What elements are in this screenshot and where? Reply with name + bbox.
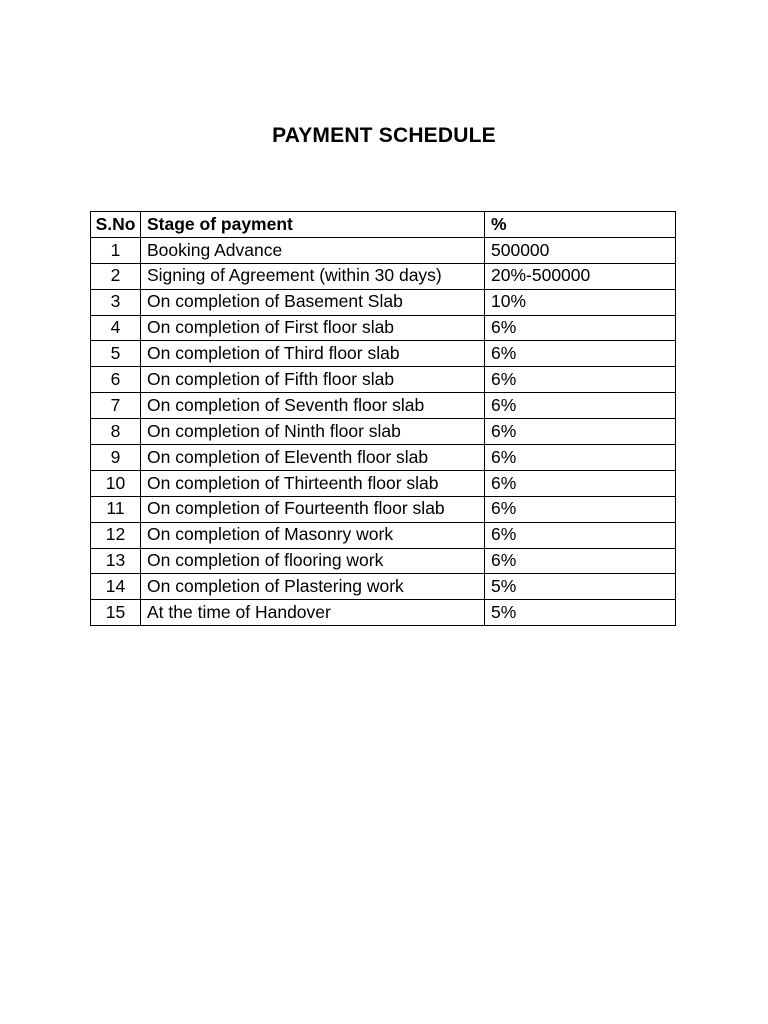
cell-percent: 10% <box>485 289 676 315</box>
header-percent: % <box>485 212 676 238</box>
cell-stage: On completion of Thirteenth floor slab <box>141 470 485 496</box>
table-row <box>91 496 676 522</box>
cell-sno: 10 <box>91 470 141 496</box>
cell-stage: On completion of Basement Slab <box>141 289 485 315</box>
cell-percent: 5% <box>485 574 676 600</box>
table-row <box>91 341 676 367</box>
table-row <box>91 600 676 626</box>
cell-percent: 6% <box>485 315 676 341</box>
cell-stage: On completion of Fourteenth floor slab <box>141 496 485 522</box>
cell-percent: 6% <box>485 522 676 548</box>
cell-sno: 12 <box>91 522 141 548</box>
table-row <box>91 393 676 419</box>
cell-sno: 11 <box>91 496 141 522</box>
header-sno: S.No <box>91 212 141 238</box>
cell-sno: 1 <box>91 237 141 263</box>
table-row <box>91 419 676 445</box>
cell-percent: 6% <box>485 393 676 419</box>
table-row <box>91 445 676 471</box>
table-row <box>91 263 676 289</box>
cell-sno: 14 <box>91 574 141 600</box>
cell-sno: 15 <box>91 600 141 626</box>
header-stage: Stage of payment <box>141 212 485 238</box>
table-row <box>91 237 676 263</box>
cell-sno: 2 <box>91 263 141 289</box>
cell-percent: 6% <box>485 470 676 496</box>
payment-schedule-table <box>90 211 676 626</box>
table-row <box>91 470 676 496</box>
cell-percent: 6% <box>485 367 676 393</box>
cell-stage: Booking Advance <box>141 237 485 263</box>
cell-stage: On completion of Plastering work <box>141 574 485 600</box>
cell-percent: 6% <box>485 419 676 445</box>
cell-sno: 4 <box>91 315 141 341</box>
cell-percent: 6% <box>485 548 676 574</box>
cell-stage: On completion of Third floor slab <box>141 341 485 367</box>
cell-stage: On completion of Ninth floor slab <box>141 419 485 445</box>
cell-percent: 6% <box>485 445 676 471</box>
table-row <box>91 315 676 341</box>
cell-stage: On completion of First floor slab <box>141 315 485 341</box>
cell-percent: 500000 <box>485 237 676 263</box>
table-row <box>91 367 676 393</box>
table-row <box>91 574 676 600</box>
cell-sno: 8 <box>91 419 141 445</box>
table-row <box>91 289 676 315</box>
table-row <box>91 548 676 574</box>
cell-stage: On completion of Masonry work <box>141 522 485 548</box>
cell-sno: 13 <box>91 548 141 574</box>
table-row <box>91 522 676 548</box>
cell-sno: 7 <box>91 393 141 419</box>
cell-sno: 9 <box>91 445 141 471</box>
cell-percent: 5% <box>485 600 676 626</box>
cell-stage: On completion of Fifth floor slab <box>141 367 485 393</box>
page-title: PAYMENT SCHEDULE <box>272 124 496 147</box>
cell-stage: Signing of Agreement (within 30 days) <box>141 263 485 289</box>
cell-stage: On completion of Seventh floor slab <box>141 393 485 419</box>
cell-stage: At the time of Handover <box>141 600 485 626</box>
cell-stage: On completion of Eleventh floor slab <box>141 445 485 471</box>
cell-stage: On completion of flooring work <box>141 548 485 574</box>
cell-percent: 6% <box>485 496 676 522</box>
cell-sno: 6 <box>91 367 141 393</box>
cell-sno: 5 <box>91 341 141 367</box>
cell-percent: 20%-500000 <box>485 263 676 289</box>
cell-sno: 3 <box>91 289 141 315</box>
table-header-row <box>91 212 676 238</box>
cell-percent: 6% <box>485 341 676 367</box>
